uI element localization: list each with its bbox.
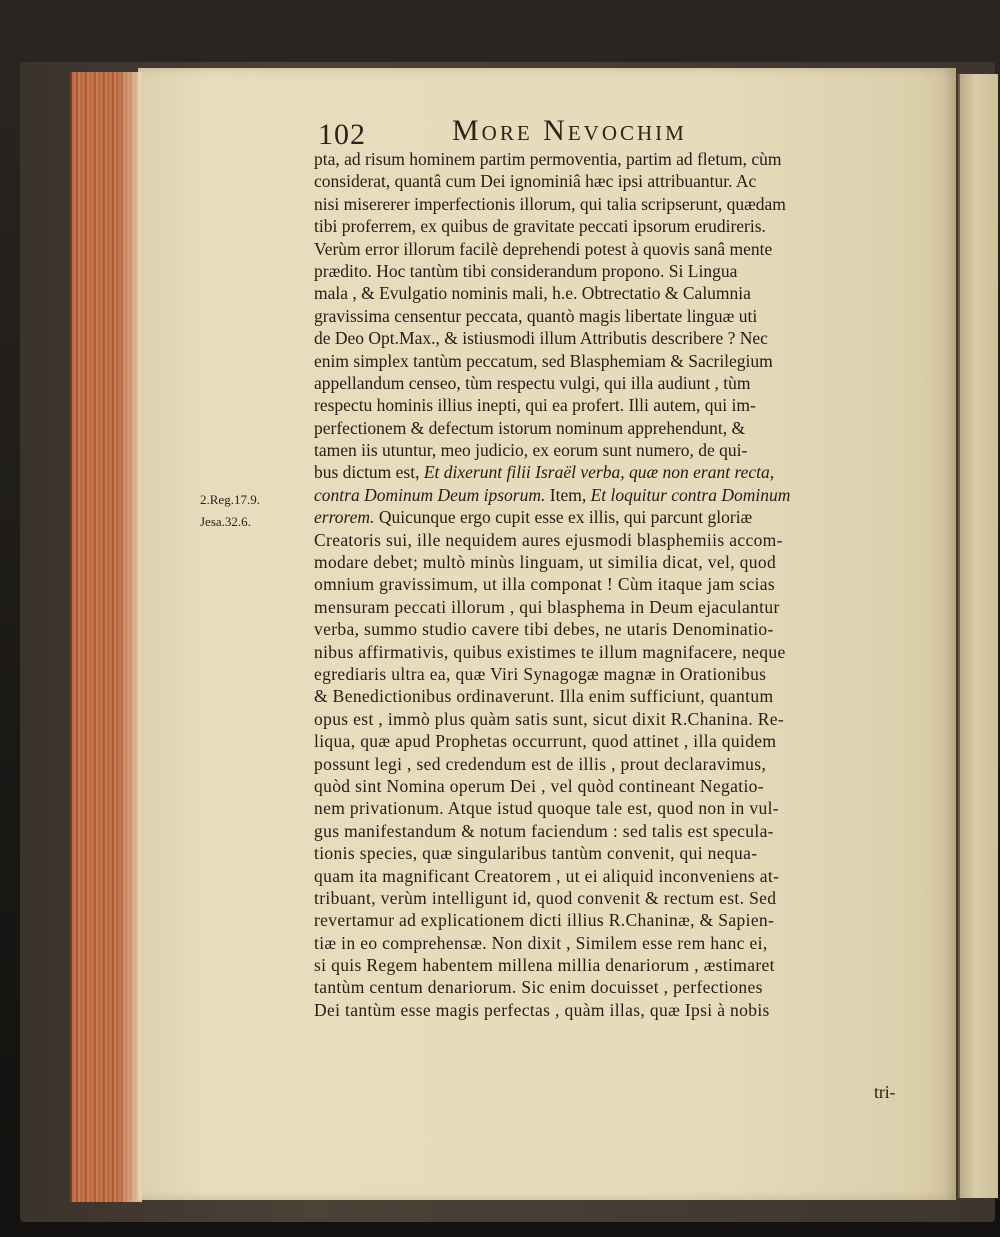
text-line: Verùm error illorum facilè deprehendi potest à quovis sanâ mente [314,238,773,259]
text-line: tribuant, verùm intelligunt id, quod convenit & rectum est. Sed [314,887,777,908]
catchword: tri- [874,1082,896,1102]
text-line: gravissima censentur peccata, quantò magis libertate linguæ uti [314,305,758,326]
text-line [314,461,906,483]
text-line: liqua, quæ apud Prophetas occurrunt, quod attinet , illa quidem [314,731,777,752]
text-line: enim simplex tantùm peccatum, sed Blasphemiam & Sacrilegium [314,350,773,371]
text-line: tamen iis utuntur, meo judicio, ex eorum sunt numero, de qui- [314,440,748,461]
text-line: opus est , immò plus quàm satis sunt, sicut dixit R.Chanina. Re- [314,708,785,729]
text-line: tiæ in eo comprehensæ. Non dixit , Similem esse rem hanc ei, [314,932,768,953]
text-segment: Item, [549,484,587,505]
scripture-quote: Et dixerunt filii Israël verba, quæ non erant recta, [423,462,775,483]
text-line: tibi proferrem, ex quibus de gravitate peccati ipsorum erudireris. [314,216,766,237]
facing-page-edge [958,74,998,1198]
text-line: quòd sint Nomina operum Dei , vel quòd contineant Negatio- [314,775,764,796]
text-line: pta, ad risum hominem partim permoventia, partim ad fletum, cùm [314,149,782,169]
scripture-quote: errorem. [314,507,375,528]
text-line: tantùm centum denariorum. Sic enim docuisset , perfectiones [314,977,763,998]
text-line: Creatoris sui, ille nequidem aures ejusmodi blasphemiis accom- [314,529,783,550]
text-segment: bus dictum est, [314,462,420,483]
scripture-quote: contra Dominum Deum ipsorum. [314,484,546,505]
margin-notes [200,489,260,534]
text-line: possunt legi , sed credendum est de illis , prout declaravimus, [314,753,767,774]
margin-note: Jesa.32.6. [200,514,251,530]
text-segment: Quicunque ergo cupit esse ex illis, qui parcunt gloriæ [378,507,753,528]
margin-note: 2.Reg.17.9. [200,492,260,507]
text-line: Dei tantùm esse magis perfectas , quàm illas, quæ Ipsi à nobis [314,999,770,1020]
text-line: quam ita magnificant Creatorem , ut ei aliquid inconveniens at- [314,865,780,886]
text-line: considerat, quantâ cum Dei ignominiâ hæc ipsi attribuantur. Ac [314,171,757,192]
text-line: revertamur ad explicationem dicti illius R.Chaninæ, & Sapien- [314,910,775,931]
page-gutter-shadow [118,72,142,1202]
scripture-quote: Et loquitur contra Dominum [590,484,791,505]
text-line: nisi misererer imperfectionis illorum, qui talia scripserunt, quædam [314,193,786,214]
text-line: modare debet; multò minùs linguam, ut similia dicat, vel, quod [314,552,777,573]
text-line: omnium gravissimum, ut illa componat ! Cùm itaque jam scias [314,574,776,595]
text-line: mala , & Evulgatio nominis mali, h.e. Obtrectatio & Calumnia [314,283,751,304]
text-line: perfectionem & defectum istorum nominum apprehendunt, & [314,417,746,438]
text-line: mensuram peccati illorum , qui blasphema in Deum ejaculantur [314,596,780,617]
text-line: verba, summo studio cavere tibi debes, ne utaris Denominatio- [314,619,774,640]
text-line: prædito. Hoc tantùm tibi considerandum propono. Si Lingua [314,260,738,281]
body-text [314,148,906,1021]
text-line: de Deo Opt.Max., & istiusmodi illum Attributis describere ? Nec [314,328,768,349]
text-line [314,506,906,528]
text-line: & Benedictionibus ordinaverunt. Illa enim sufficiunt, quantum [314,686,774,707]
text-line: respectu hominis illius inepti, qui ea profert. Illi autem, qui im- [314,395,756,416]
page-number: 102 [318,118,366,151]
text-line: egrediaris ultra ea, quæ Viri Synagogæ magnæ in Orationibus [314,663,767,684]
text-line: nibus affirmativis, quibus existimes te illum magnifacere, neque [314,641,786,662]
text-line [314,484,906,506]
text-line: gus manifestandum & notum faciendum : sed talis est specula- [314,820,774,841]
running-head: More Nevochim [452,114,687,147]
text-line: appellandum censeo, tùm respectu vulgi, qui illa audiunt , tùm [314,372,751,393]
text-line: nem privationum. Atque istud quoque tale est, quod non in vul- [314,798,779,819]
text-line: si quis Regem habentem millena millia denariorum , æstimaret [314,955,775,976]
text-line: tionis species, quæ singularibus tantùm convenit, qui nequa- [314,843,758,864]
